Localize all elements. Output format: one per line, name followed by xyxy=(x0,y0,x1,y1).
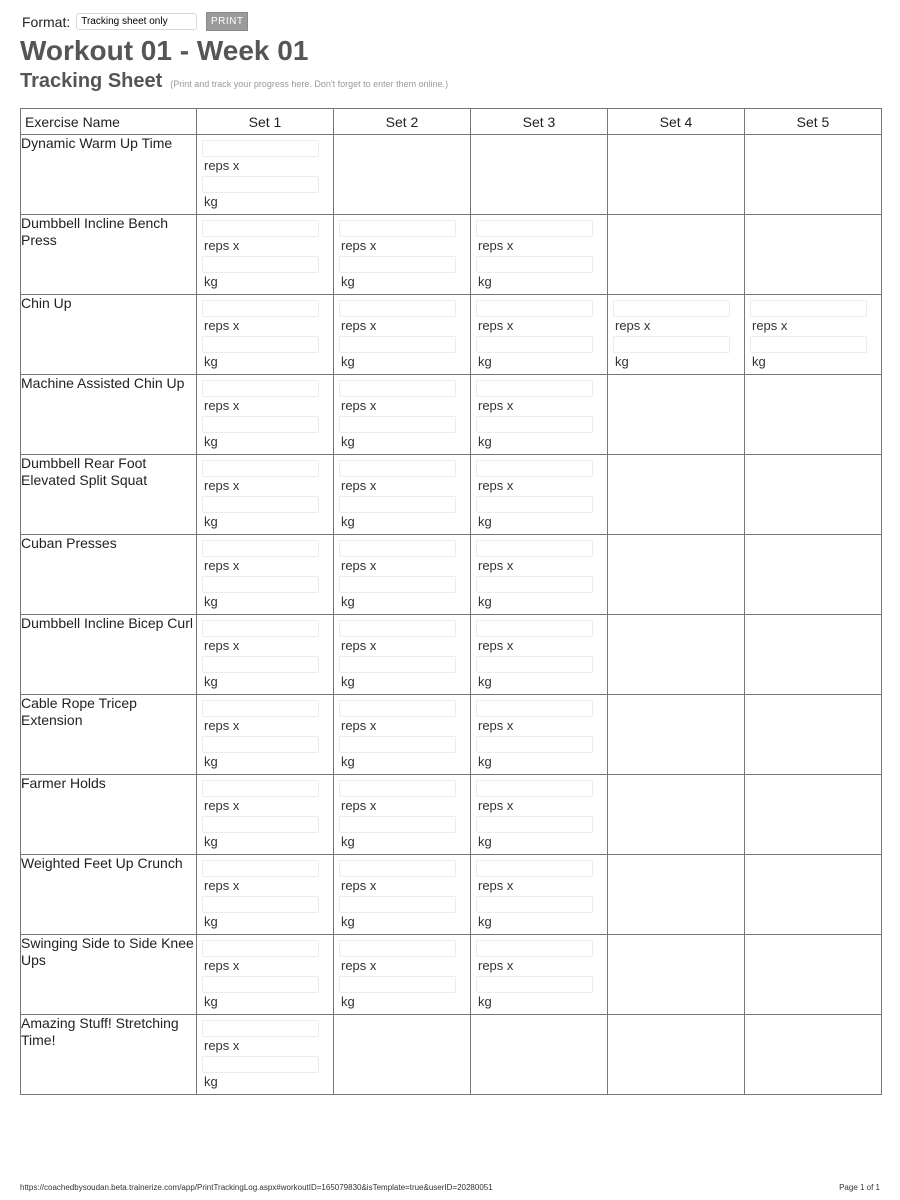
weight-input[interactable] xyxy=(476,336,593,353)
reps-label: reps x xyxy=(478,638,514,653)
reps-input[interactable] xyxy=(476,300,593,317)
set-cell xyxy=(745,615,882,695)
set-cell xyxy=(471,775,608,855)
reps-label: reps x xyxy=(341,718,377,733)
set-cell xyxy=(334,375,471,455)
exercise-name: Farmer Holds xyxy=(21,775,197,855)
set-entry xyxy=(334,455,470,534)
set-cell xyxy=(745,215,882,295)
reps-input[interactable] xyxy=(202,780,319,797)
exercise-name: Cable Rope Tricep Extension xyxy=(21,695,197,775)
weight-input[interactable] xyxy=(476,656,593,673)
set-entry xyxy=(334,615,470,694)
weight-label: kg xyxy=(752,354,766,369)
column-header: Exercise Name xyxy=(21,109,197,135)
reps-input[interactable] xyxy=(339,380,456,397)
table-row xyxy=(21,215,882,295)
weight-input[interactable] xyxy=(202,1056,319,1073)
set-cell xyxy=(197,375,334,455)
set-cell xyxy=(608,935,745,1015)
weight-input[interactable] xyxy=(202,816,319,833)
reps-label: reps x xyxy=(478,238,514,253)
set-cell xyxy=(334,615,471,695)
reps-input[interactable] xyxy=(202,460,319,477)
set-cell xyxy=(745,135,882,215)
weight-label: kg xyxy=(341,354,355,369)
reps-label: reps x xyxy=(478,958,514,973)
weight-input[interactable] xyxy=(476,496,593,513)
weight-label: kg xyxy=(204,1074,218,1089)
weight-label: kg xyxy=(204,594,218,609)
weight-input[interactable] xyxy=(202,416,319,433)
set-entry xyxy=(197,535,333,614)
set-entry xyxy=(334,935,470,1014)
reps-input[interactable] xyxy=(476,460,593,477)
weight-input[interactable] xyxy=(339,736,456,753)
reps-input[interactable] xyxy=(476,700,593,717)
reps-label: reps x xyxy=(204,1038,240,1053)
weight-input[interactable] xyxy=(202,896,319,913)
weight-label: kg xyxy=(204,914,218,929)
weight-label: kg xyxy=(204,194,218,209)
set-entry xyxy=(197,935,333,1014)
set-cell xyxy=(334,455,471,535)
subtitle-note: (Print and track your progress here. Don't forget to enter them online.) xyxy=(170,79,449,89)
footer-page-number: Page 1 of 1 xyxy=(839,1183,880,1192)
weight-label: kg xyxy=(341,994,355,1009)
set-entry xyxy=(197,375,333,454)
table-row xyxy=(21,695,882,775)
set-cell xyxy=(197,135,334,215)
exercise-name: Machine Assisted Chin Up xyxy=(21,375,197,455)
weight-label: kg xyxy=(478,514,492,529)
reps-label: reps x xyxy=(341,958,377,973)
reps-input[interactable] xyxy=(339,940,456,957)
weight-input[interactable] xyxy=(202,576,319,593)
weight-input[interactable] xyxy=(202,256,319,273)
set-cell xyxy=(197,295,334,375)
weight-label: kg xyxy=(478,914,492,929)
reps-input[interactable] xyxy=(339,860,456,877)
reps-label: reps x xyxy=(478,558,514,573)
set-cell xyxy=(745,455,882,535)
reps-label: reps x xyxy=(204,478,240,493)
reps-input[interactable] xyxy=(476,940,593,957)
reps-label: reps x xyxy=(478,798,514,813)
reps-label: reps x xyxy=(204,878,240,893)
set-cell xyxy=(745,535,882,615)
set-cell xyxy=(471,1015,608,1095)
weight-label: kg xyxy=(478,834,492,849)
set-cell xyxy=(608,455,745,535)
set-cell xyxy=(334,295,471,375)
set-entry xyxy=(197,1015,333,1094)
weight-input[interactable] xyxy=(339,816,456,833)
weight-input[interactable] xyxy=(476,576,593,593)
set-entry xyxy=(471,455,607,534)
reps-label: reps x xyxy=(204,158,240,173)
set-cell xyxy=(197,615,334,695)
reps-label: reps x xyxy=(478,478,514,493)
format-label: Format: xyxy=(22,13,71,30)
weight-label: kg xyxy=(204,674,218,689)
weight-input[interactable] xyxy=(339,256,456,273)
reps-input[interactable] xyxy=(202,940,319,957)
set-entry xyxy=(334,215,470,294)
reps-input[interactable] xyxy=(339,780,456,797)
set-entry xyxy=(334,855,470,934)
weight-label: kg xyxy=(478,674,492,689)
weight-input[interactable] xyxy=(339,896,456,913)
weight-label: kg xyxy=(478,434,492,449)
table-row xyxy=(21,855,882,935)
reps-input[interactable] xyxy=(202,620,319,637)
set-cell xyxy=(334,935,471,1015)
reps-label: reps x xyxy=(341,558,377,573)
tracking-table xyxy=(20,108,882,1095)
reps-input[interactable] xyxy=(202,1020,319,1037)
set-cell xyxy=(334,535,471,615)
table-row xyxy=(21,455,882,535)
table-row xyxy=(21,935,882,1015)
print-button[interactable]: PRINT xyxy=(206,12,248,31)
reps-label: reps x xyxy=(204,238,240,253)
weight-input[interactable] xyxy=(339,336,456,353)
exercise-name: Swinging Side to Side Knee Ups xyxy=(21,935,197,1015)
column-header: Set 4 xyxy=(608,109,745,135)
weight-label: kg xyxy=(341,514,355,529)
set-cell xyxy=(471,615,608,695)
set-entry xyxy=(197,295,333,374)
set-entry xyxy=(471,615,607,694)
weight-label: kg xyxy=(204,434,218,449)
weight-label: kg xyxy=(204,834,218,849)
reps-input[interactable] xyxy=(476,780,593,797)
reps-label: reps x xyxy=(478,718,514,733)
set-cell xyxy=(745,855,882,935)
format-select[interactable]: Tracking sheet only xyxy=(76,13,197,30)
set-cell xyxy=(745,695,882,775)
set-entry xyxy=(471,775,607,854)
weight-label: kg xyxy=(478,994,492,1009)
reps-input[interactable] xyxy=(339,700,456,717)
reps-input[interactable] xyxy=(476,220,593,237)
reps-input[interactable] xyxy=(476,620,593,637)
column-header: Set 3 xyxy=(471,109,608,135)
reps-input[interactable] xyxy=(202,220,319,237)
table-row xyxy=(21,535,882,615)
exercise-name: Dynamic Warm Up Time xyxy=(21,135,197,215)
reps-label: reps x xyxy=(204,318,240,333)
weight-input[interactable] xyxy=(476,736,593,753)
weight-label: kg xyxy=(204,994,218,1009)
weight-input[interactable] xyxy=(339,976,456,993)
set-cell xyxy=(745,935,882,1015)
set-cell xyxy=(471,695,608,775)
reps-input[interactable] xyxy=(476,380,593,397)
reps-label: reps x xyxy=(341,238,377,253)
reps-label: reps x xyxy=(615,318,651,333)
set-cell xyxy=(608,135,745,215)
set-cell xyxy=(197,695,334,775)
table-row xyxy=(21,1015,882,1095)
weight-input[interactable] xyxy=(339,416,456,433)
reps-input[interactable] xyxy=(202,700,319,717)
set-cell xyxy=(471,935,608,1015)
reps-label: reps x xyxy=(204,638,240,653)
weight-input[interactable] xyxy=(202,656,319,673)
set-cell xyxy=(608,1015,745,1095)
set-entry xyxy=(334,295,470,374)
set-entry xyxy=(197,855,333,934)
footer-url: https://coachedbysoudan.beta.trainerize.com/app/PrintTrackingLog.aspx#workoutID=165079830&isTemplate=true&userID=20280051 xyxy=(20,1183,493,1192)
reps-input[interactable] xyxy=(476,540,593,557)
table-row xyxy=(21,775,882,855)
column-header: Set 2 xyxy=(334,109,471,135)
set-entry xyxy=(471,215,607,294)
table-row xyxy=(21,135,882,215)
table-row xyxy=(21,375,882,455)
reps-input[interactable] xyxy=(202,860,319,877)
reps-input[interactable] xyxy=(750,300,867,317)
reps-label: reps x xyxy=(341,878,377,893)
set-entry xyxy=(334,375,470,454)
reps-input[interactable] xyxy=(613,300,730,317)
weight-input[interactable] xyxy=(202,736,319,753)
table-row xyxy=(21,615,882,695)
set-entry xyxy=(197,695,333,774)
weight-label: kg xyxy=(204,754,218,769)
weight-input[interactable] xyxy=(476,816,593,833)
set-cell xyxy=(471,295,608,375)
set-cell xyxy=(608,375,745,455)
set-cell xyxy=(471,135,608,215)
reps-label: reps x xyxy=(204,958,240,973)
subtitle-row xyxy=(20,69,448,93)
set-cell xyxy=(608,215,745,295)
weight-label: kg xyxy=(204,274,218,289)
weight-input[interactable] xyxy=(202,496,319,513)
reps-label: reps x xyxy=(204,558,240,573)
column-header: Set 1 xyxy=(197,109,334,135)
weight-input[interactable] xyxy=(750,336,867,353)
weight-label: kg xyxy=(341,274,355,289)
reps-label: reps x xyxy=(341,318,377,333)
set-entry xyxy=(471,295,607,374)
set-cell xyxy=(197,775,334,855)
table-header-row xyxy=(21,109,882,135)
set-cell xyxy=(334,1015,471,1095)
set-cell xyxy=(608,855,745,935)
weight-input[interactable] xyxy=(476,416,593,433)
weight-input[interactable] xyxy=(613,336,730,353)
reps-label: reps x xyxy=(752,318,788,333)
set-cell xyxy=(608,775,745,855)
weight-label: kg xyxy=(478,274,492,289)
weight-label: kg xyxy=(615,354,629,369)
set-entry xyxy=(471,535,607,614)
set-cell xyxy=(608,695,745,775)
set-cell xyxy=(745,295,882,375)
weight-label: kg xyxy=(478,354,492,369)
set-entry xyxy=(334,775,470,854)
weight-input[interactable] xyxy=(202,336,319,353)
weight-label: kg xyxy=(341,594,355,609)
weight-input[interactable] xyxy=(339,576,456,593)
set-cell xyxy=(745,1015,882,1095)
reps-label: reps x xyxy=(204,798,240,813)
set-cell xyxy=(745,375,882,455)
exercise-name: Cuban Presses xyxy=(21,535,197,615)
set-cell xyxy=(608,295,745,375)
set-entry xyxy=(334,695,470,774)
weight-label: kg xyxy=(341,834,355,849)
weight-input[interactable] xyxy=(339,496,456,513)
set-cell xyxy=(334,855,471,935)
exercise-name: Amazing Stuff! Stretching Time! xyxy=(21,1015,197,1095)
reps-input[interactable] xyxy=(476,860,593,877)
reps-label: reps x xyxy=(341,638,377,653)
reps-label: reps x xyxy=(341,478,377,493)
reps-label: reps x xyxy=(204,398,240,413)
exercise-name: Dumbbell Incline Bench Press xyxy=(21,215,197,295)
set-cell xyxy=(334,135,471,215)
reps-input[interactable] xyxy=(202,380,319,397)
exercise-name: Dumbbell Incline Bicep Curl xyxy=(21,615,197,695)
set-entry xyxy=(745,295,881,374)
reps-label: reps x xyxy=(478,878,514,893)
set-entry xyxy=(197,615,333,694)
reps-input[interactable] xyxy=(339,460,456,477)
exercise-name: Chin Up xyxy=(21,295,197,375)
set-entry xyxy=(197,215,333,294)
set-cell xyxy=(197,215,334,295)
set-entry xyxy=(471,695,607,774)
set-cell xyxy=(197,935,334,1015)
reps-input[interactable] xyxy=(202,540,319,557)
set-cell xyxy=(471,535,608,615)
weight-label: kg xyxy=(204,514,218,529)
set-cell xyxy=(471,215,608,295)
format-bar xyxy=(22,12,248,31)
page-subtitle: Tracking Sheet xyxy=(20,70,163,92)
exercise-name: Dumbbell Rear Foot Elevated Split Squat xyxy=(21,455,197,535)
set-entry xyxy=(197,775,333,854)
reps-input[interactable] xyxy=(339,620,456,637)
weight-label: kg xyxy=(341,674,355,689)
set-cell xyxy=(197,455,334,535)
exercise-name: Weighted Feet Up Crunch xyxy=(21,855,197,935)
set-cell xyxy=(197,535,334,615)
set-entry xyxy=(471,375,607,454)
column-header: Set 5 xyxy=(745,109,882,135)
set-cell xyxy=(197,1015,334,1095)
weight-input[interactable] xyxy=(476,976,593,993)
weight-input[interactable] xyxy=(202,176,319,193)
reps-input[interactable] xyxy=(202,140,319,157)
set-cell xyxy=(471,375,608,455)
set-entry xyxy=(197,135,333,214)
weight-input[interactable] xyxy=(202,976,319,993)
weight-label: kg xyxy=(341,754,355,769)
set-cell xyxy=(608,535,745,615)
set-entry xyxy=(197,455,333,534)
weight-label: kg xyxy=(341,434,355,449)
set-entry xyxy=(608,295,744,374)
weight-input[interactable] xyxy=(339,656,456,673)
weight-input[interactable] xyxy=(476,256,593,273)
reps-input[interactable] xyxy=(339,540,456,557)
weight-input[interactable] xyxy=(476,896,593,913)
reps-input[interactable] xyxy=(339,220,456,237)
table-row xyxy=(21,295,882,375)
set-cell xyxy=(471,455,608,535)
set-cell xyxy=(745,775,882,855)
set-entry xyxy=(471,935,607,1014)
set-cell xyxy=(471,855,608,935)
set-entry xyxy=(471,855,607,934)
set-cell xyxy=(197,855,334,935)
weight-label: kg xyxy=(478,594,492,609)
set-entry xyxy=(334,535,470,614)
weight-label: kg xyxy=(341,914,355,929)
reps-label: reps x xyxy=(341,798,377,813)
reps-input[interactable] xyxy=(202,300,319,317)
reps-label: reps x xyxy=(204,718,240,733)
set-cell xyxy=(334,695,471,775)
page-title: Workout 01 - Week 01 xyxy=(20,35,309,66)
reps-input[interactable] xyxy=(339,300,456,317)
set-cell xyxy=(334,775,471,855)
weight-label: kg xyxy=(204,354,218,369)
set-cell xyxy=(608,615,745,695)
reps-label: reps x xyxy=(478,398,514,413)
set-cell xyxy=(334,215,471,295)
reps-label: reps x xyxy=(341,398,377,413)
reps-label: reps x xyxy=(478,318,514,333)
weight-label: kg xyxy=(478,754,492,769)
